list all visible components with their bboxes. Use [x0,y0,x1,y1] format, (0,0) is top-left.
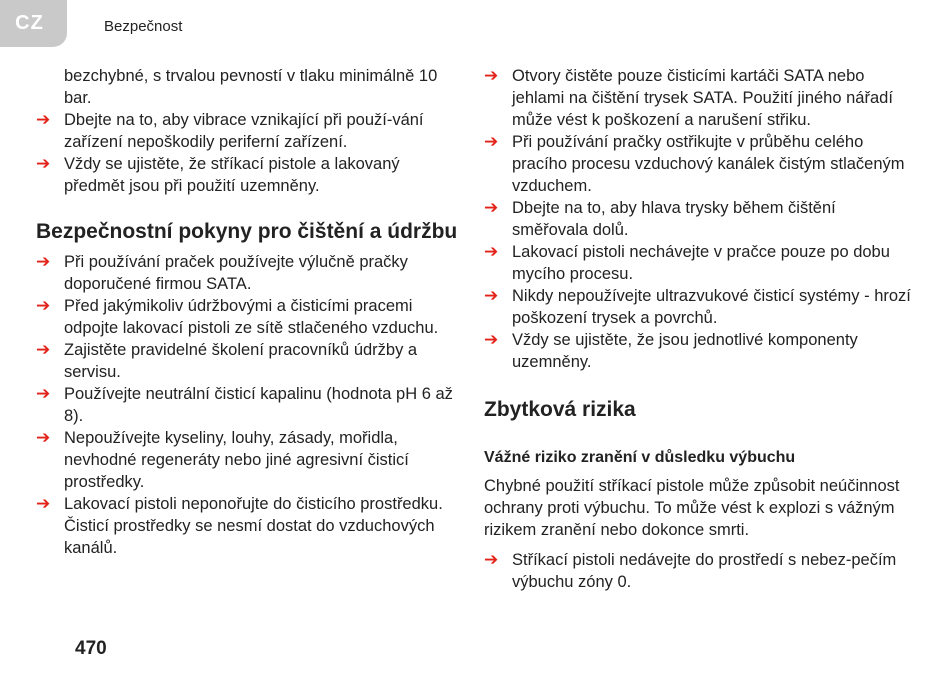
language-tab [0,0,67,47]
arrow-right-icon: ➔ [36,340,51,359]
arrow-right-icon: ➔ [484,66,499,85]
arrow-right-icon: ➔ [484,242,499,261]
bullet-text: Zajistěte pravidelné školení pracovníků údržby a servisu. [64,341,418,381]
bullet-text: Lakovací pistoli neponořujte do čisticího prostředku. Čisticí prostředky se nesmí dostat do vzduchových kanálů. [64,495,443,557]
subsection-heading-explosion: Vážné riziko zranění v důsledku výbuchu [484,449,796,466]
arrow-right-icon: ➔ [36,154,51,173]
bullet-text: Dbejte na to, aby hlava trysky během čištění směřovala dolů. [512,199,836,239]
bullet-item [484,65,914,131]
section-heading-residual-risks: Zbytková rizika [484,398,636,421]
arrow-right-icon: ➔ [36,110,51,129]
bullet-text: Při používání pračky ostřikujte v průběhu celého pracího procesu vzduchový kanálek čistým stlačeným vzduchem. [512,133,905,195]
bullet-item [484,329,914,373]
arrow-right-icon: ➔ [484,550,499,569]
bullet-item [484,241,914,285]
bullet-text: Používejte neutrální čisticí kapalinu (hodnota pH 6 až 8). [64,385,453,425]
arrow-right-icon: ➔ [484,286,499,305]
bullet-text: Vždy se ujistěte, že jsou jednotlivé komponenty uzemněny. [512,331,858,371]
bullet-text: Nepoužívejte kyseliny, louhy, zásady, mořidla, nevhodné regeneráty nebo jiné agresivní čisticí prostředky. [64,429,409,491]
continuation-text: bezchybné, s trvalou pevností v tlaku minimálně 10 bar. [64,67,438,107]
right-column [484,65,914,593]
running-header: Bezpečnost [104,18,183,35]
bullet-item [36,295,460,339]
bullet-item [484,549,914,593]
section-heading-cleaning: Bezpečnostní pokyny pro čištění a údržbu [36,220,458,243]
bullet-item [36,153,460,197]
language-code: CZ [15,12,44,34]
body-paragraph: Chybné použití stříkací pistole může způsobit neúčinnost ochrany proti výbuchu. To může vést k explozi s vážným rizikem zranění nebo dokonce smrti. [484,477,900,539]
bullet-text: Nikdy nepoužívejte ultrazvukové čisticí systémy - hrozí poškození trysek a povrchů. [512,287,911,327]
bullet-text: Stříkací pistoli nedávejte do prostředí s nebez-pečím výbuchu zóny 0. [512,551,897,591]
arrow-right-icon: ➔ [36,494,51,513]
bullet-text: Dbejte na to, aby vibrace vznikající při použí-vání zařízení nepoškodily periferní zařízení. [64,111,424,151]
arrow-right-icon: ➔ [36,252,51,271]
bullet-item [36,109,460,153]
bullet-item [36,383,460,427]
bullet-text: Vždy se ujistěte, že stříkací pistole a lakovaný předmět jsou při použití uzemněny. [64,155,400,195]
bullet-item [36,493,460,559]
arrow-right-icon: ➔ [484,330,499,349]
bullet-item [484,197,914,241]
bullet-text: Otvory čistěte pouze čisticími kartáči SATA nebo jehlami na čištění trysek SATA. Použití jiného nářadí může vést k poškození a narušení střiku. [512,67,893,129]
bullet-item [36,427,460,493]
page-number: 470 [75,638,107,659]
bullet-text: Při používání praček používejte výlučně pračky doporučené firmou SATA. [64,253,408,293]
arrow-right-icon: ➔ [36,384,51,403]
bullet-item [36,251,460,295]
bullet-item [484,131,914,197]
bullet-text: Lakovací pistoli nechávejte v pračce pouze po dobu mycího procesu. [512,243,890,283]
arrow-right-icon: ➔ [484,132,499,151]
bullet-item [484,285,914,329]
arrow-right-icon: ➔ [36,296,51,315]
bullet-text: Před jakýmikoliv údržbovými a čisticími pracemi odpojte lakovací pistoli ze sítě stlačeného vzduchu. [64,297,439,337]
bullet-item [36,339,460,383]
arrow-right-icon: ➔ [484,198,499,217]
arrow-right-icon: ➔ [36,428,51,447]
left-column [36,65,460,559]
